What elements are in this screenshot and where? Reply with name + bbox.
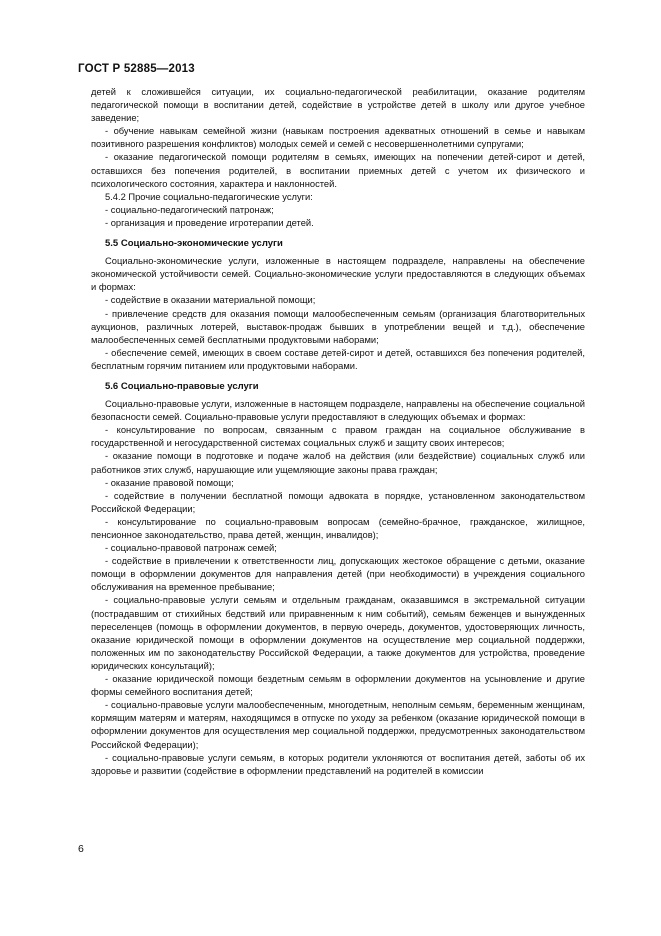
list-item: - консультирование по социально-правовым вопросам (семейно-брачное, гражданское, жилищное, пенсионное законодательство, права детей, женщин, инвалидов); bbox=[91, 516, 585, 540]
list-item: - оказание юридической помощи бездетным семьям в оформлении документов на усыновление и другие формы семейного воспитания детей; bbox=[91, 674, 585, 698]
list-item: - содействие в оказании материальной помощи; bbox=[105, 295, 316, 306]
list-item: - содействие в получении бесплатной помощи адвоката в порядке, установленном законодательством Российской Федерации; bbox=[91, 490, 585, 514]
document-header: ГОСТ Р 52885—2013 bbox=[78, 63, 195, 75]
paragraph: Социально-правовые услуги, изложенные в настоящем подразделе, направлены на обеспечение социальной безопасности семей. Социально-правовые услуги предоставляют в следующих объемах и формах: bbox=[91, 399, 585, 423]
list-item: - оказание педагогической помощи родителям в семьях, имеющих на попечении детей-сирот и детей, оставшихся без попечения родителей, в воспитании приемных детей с учетом их физического и психологического состояния, характера и наклонностей. bbox=[91, 152, 585, 189]
paragraph: Социально-экономические услуги, изложенные в настоящем подразделе, направлены на обеспечение экономической устойчивости семей. Социально-экономические услуги предоставляются в следующих объемах и формах: bbox=[91, 256, 585, 293]
list-item: - социально-педагогический патронаж; bbox=[105, 204, 274, 215]
list-item: - социально-правовые услуги семьям, в которых родители уклоняются от воспитания детей, заботы об их здоровье и развитии (содействие в оформлении представлений на родителей в комиссии bbox=[91, 752, 585, 776]
list-item: - обеспечение семей, имеющих в своем составе детей-сирот и детей, оставшихся без попечения родителей, бесплатным горячим питанием или продуктовыми наборами. bbox=[91, 347, 585, 371]
list-item: - оказание правовой помощи; bbox=[105, 477, 234, 488]
list-item: - социально-правовой патронаж семей; bbox=[105, 543, 277, 554]
page-number: 6 bbox=[78, 843, 84, 855]
section-heading-5-6: 5.6 Социально-правовые услуги bbox=[105, 380, 259, 392]
subsection-title: 5.4.2 Прочие социально-педагогические услуги: bbox=[105, 191, 313, 202]
list-item: - обучение навыкам семейной жизни (навыкам построения адекватных отношений в семье и навыкам позитивного разрешения конфликтов) молодых семей и семей с несовершеннолетними супругами; bbox=[91, 126, 585, 150]
list-item: - оказание помощи в подготовке и подаче жалоб на действия (или бездействие) социальных служб или работников этих служб, нарушающие или ущемляющие законы права граждан; bbox=[91, 451, 585, 475]
list-item: - организация и проведение игротерапии детей. bbox=[105, 217, 314, 228]
list-item: - социально-правовые услуги малообеспеченным, многодетным, неполным семьям, беременным женщинам, кормящим матерям и матерям, находящимся в отпуске по уходу за ребенком (оказание юридической помощи в оформлении документов для осуществления мер социальной поддержки, предусмотренных законодательством Российской Федерации); bbox=[91, 700, 585, 750]
section-heading-5-5: 5.5 Социально-экономические услуги bbox=[105, 238, 283, 250]
document-body bbox=[91, 86, 585, 778]
list-item: - консультирование по вопросам, связанным с правом граждан на социальное обслуживание в государственной и негосударственной системах социальных служб и защиту своих интересов; bbox=[91, 425, 585, 449]
list-item: - содействие в привлечении к ответственности лиц, допускающих жестокое обращение с детьми, оказание помощи в оформлении документов для направления детей (при необходимости) в учреждения социального обслуживания на временное пребывание; bbox=[91, 556, 585, 593]
list-item: - социально-правовые услуги семьям и отдельным гражданам, оказавшимся в экстремальной ситуации (пострадавшим от стихийных бедствий или приравненным к ним событий), семьям беженцев и вынужденных переселенцев (помощь в оформлении документов, в первую очередь, документов, удостоверяющих личность, оказание юридической помощи в оформлении документов на осуществление мер социальной поддержки, положенных им по законодательству Российской Федерации, а также документов для устройства, проведение юридических консультаций); bbox=[91, 595, 585, 671]
list-item: - привлечение средств для оказания помощи малообеспеченным семьям (организация благотворительных аукционов, различных лотерей, выставок-продаж бывших в употреблении вещей и т.д.), обеспечение малообеспеченных семей бесплатными продуктовыми наборами; bbox=[91, 308, 585, 345]
paragraph-continuation: детей к сложившейся ситуации, их социально-педагогической реабилитации, оказание родителям педагогической помощи в воспитании детей, содействие в устройстве детей в школу или другое учебное заведение; bbox=[91, 87, 585, 124]
